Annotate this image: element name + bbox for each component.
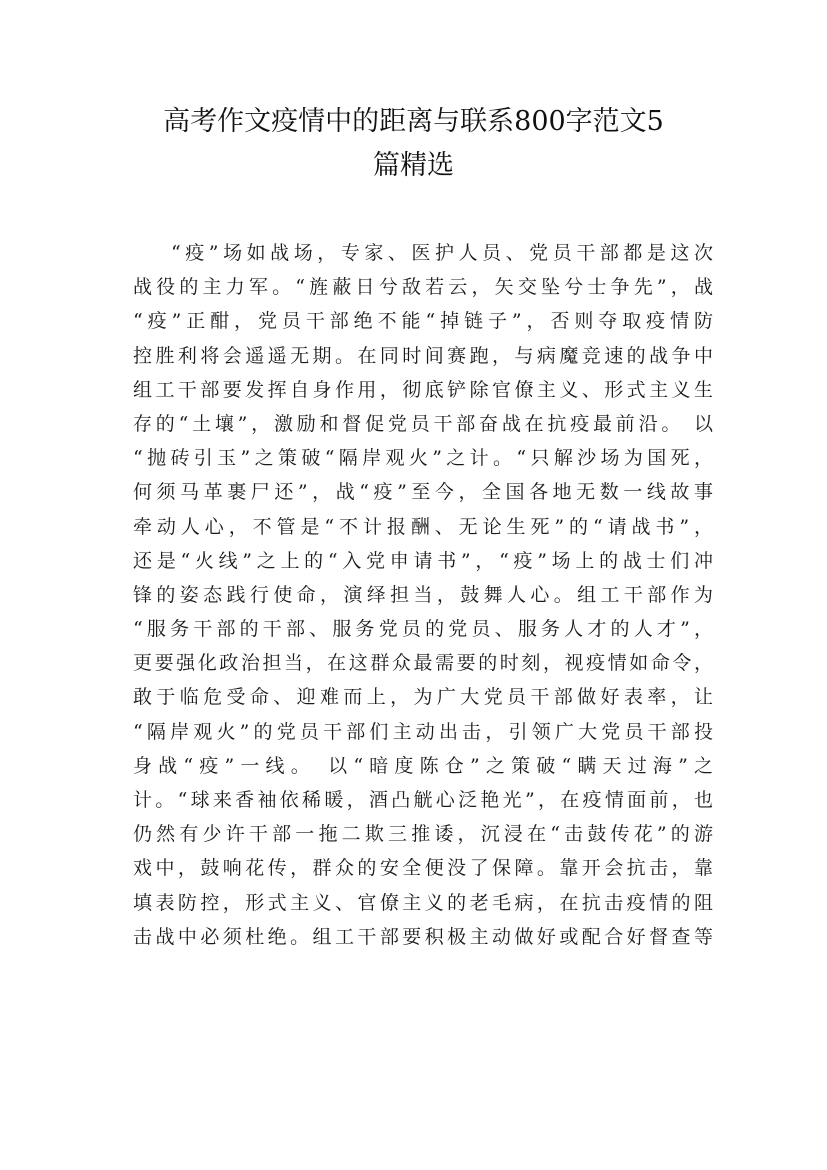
body-line: 击战中必须杜绝。组工干部要积极主动做好或配合好督查等 (133, 925, 713, 948)
body-line: 组工干部要发挥自身作用，彻底铲除官僚主义、形式主义生 (133, 378, 713, 401)
body-line: “疫”场如战场，专家、医护人员、党员干部都是这次 (171, 242, 713, 264)
body-line: 锋的姿态践行使命，演绎担当，鼓舞人心。组工干部作为 (133, 583, 713, 606)
body-line: “疫”正酣，党员干部绝不能“掉链子”，否则夺取疫情防 (133, 310, 713, 333)
title-line: 篇精选 (373, 150, 454, 181)
body-line: 控胜利将会遥遥无期。在同时间赛跑，与病魔竞速的战争中 (133, 344, 713, 367)
body-line: 戏中，鼓响花传，群众的安全便没了保障。靠开会抗击，靠 (133, 857, 713, 880)
body-line: 还是“火线”之上的“入党申请书”，“疫”场上的战士们冲 (133, 549, 713, 572)
document-title (90, 100, 737, 188)
body-line: 仍然有少许干部一拖二欺三推诿，沉浸在“击鼓传花”的游 (133, 823, 713, 846)
body-line: 牵动人心，不管是“不计报酬、无论生死”的“请战书”， (133, 515, 713, 538)
body-line: 存的“土壤”，激励和督促党员干部奋战在抗疫最前沿。 以 (133, 412, 713, 435)
body-line: 填表防控，形式主义、官僚主义的老毛病，在抗击疫情的阻 (133, 891, 713, 914)
body-line: 何须马革裹尸还”，战“疫”至今，全国各地无数一线故事 (133, 481, 713, 504)
document-body (133, 236, 713, 954)
body-line: “隔岸观火”的党员干部们主动出击，引领广大党员干部投 (133, 720, 713, 743)
body-line: 敢于临危受命、迎难而上，为广大党员干部做好表率，让 (133, 686, 713, 709)
body-line: 身战“疫”一线。 以“暗度陈仓”之策破“瞒天过海”之 (133, 754, 713, 777)
title-line: 高考作文疫情中的距离与联系800字范文5 (163, 106, 664, 137)
body-line: 战役的主力军。“旌蔽日兮敌若云，矢交坠兮士争先”，战 (133, 276, 713, 299)
body-line: “抛砖引玉”之策破“隔岸观火”之计。“只解沙场为国死， (133, 447, 713, 470)
body-line: 更要强化政治担当，在这群众最需要的时刻，视疫情如命令， (133, 652, 713, 675)
body-line: 计。“球来香袖依稀暖，酒凸觥心泛艳光”，在疫情面前，也 (133, 789, 713, 811)
body-line: “服务干部的干部、服务党员的党员、服务人才的人才”， (133, 618, 713, 641)
